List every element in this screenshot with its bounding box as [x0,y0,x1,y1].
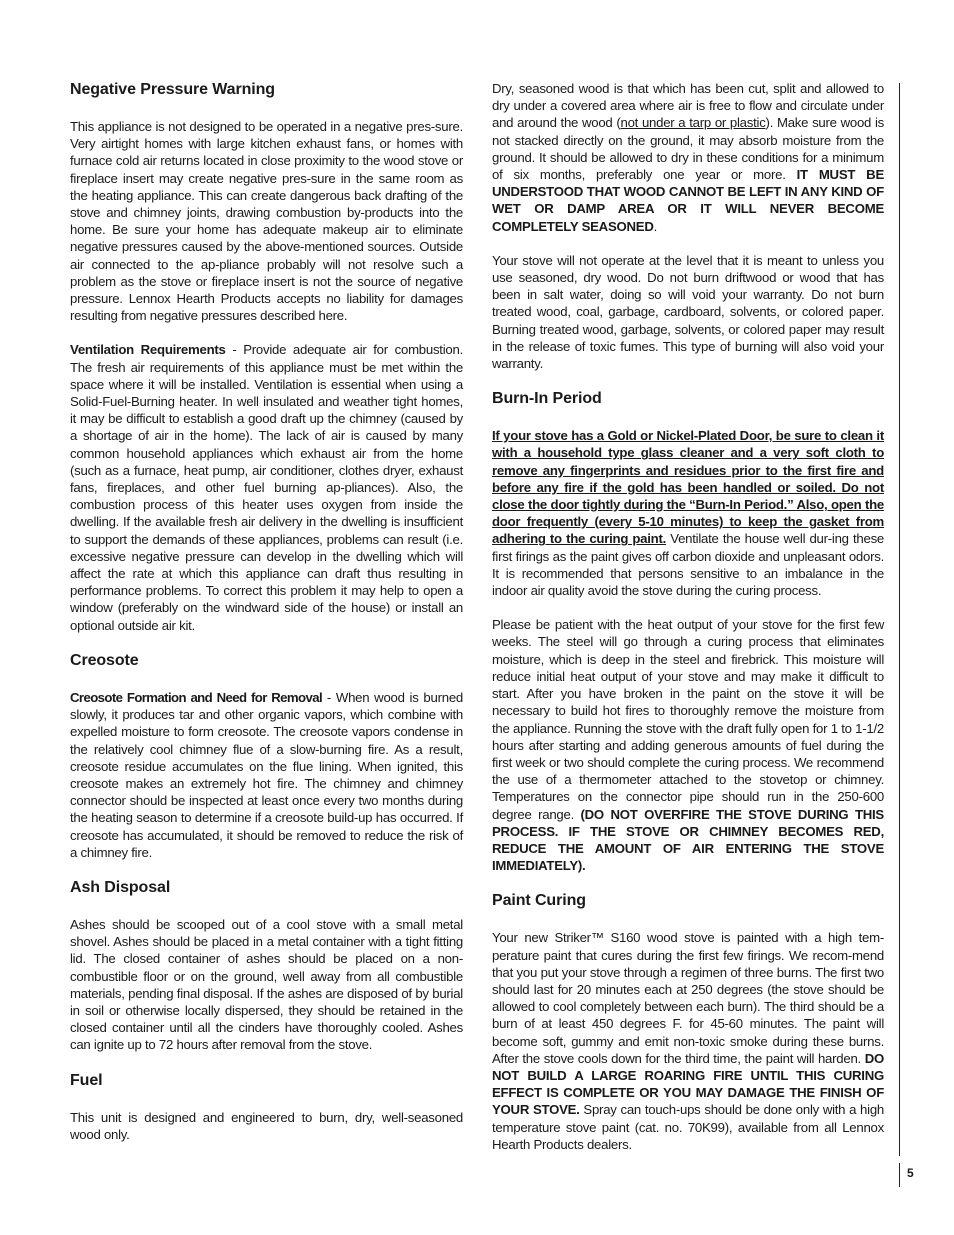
fuel-paragraph: This unit is designed and engineered to burn, dry, well-seasoned wood only. [70,1109,463,1142]
page-number: 5 [907,1166,914,1180]
creosote-lead: Creosote Formation and Need for Removal [70,689,323,705]
section-heading-ash-disposal: Ash Disposal [70,878,171,896]
heat-output-paragraph [492,616,884,874]
section-heading-negative-pressure: Negative Pressure Warning [70,81,275,98]
ventilation-paragraph [70,341,463,633]
ash-disposal-paragraph: Ashes should be scooped out of a cool stove with a small metal shovel. Ashes should be placed in a metal container with a tight fitting lid. The closed container of ashes should be placed on a non-combustible floor or on the ground, well away from all combustible materials, pending final disposal. If the ashes are disposed of by burial in soil or otherwise locally dispersed, they should be retained in the closed container until all the cinders have thoroughly cooled. Ashes can ignite up to 72 hours after removal from the stove. [70,916,463,1053]
paint-curing-text-a: Your new Striker™ S160 wood stove is painted with a high tem-perature paint that cures during the first few firings. We recom-mend that you put your stove through a regimen of three burns. The first two should last for 20 minutes each at 250 degrees (the stove should be allowed to cool completely between each burn). The third should be a burn of at least 450 degrees F. for 45-60 minutes. The paint will become soft, gummy and emit non-toxic smoke during these burns. After the stove cools down for the third time, the paint will harden. [492,930,884,1066]
seasoned-wood-paragraph: Your stove will not operate at the level that it is meant to unless you use seasoned, dry wood. Do not burn driftwood or wood that has been in salt water, doing so will void your warranty. Do not burn treated wood, coal, garbage, cardboard, solvents, or colored paper. Burning treated wood, garbage, solvents, or colored paper may result in the release of toxic fumes. This type of burning will also void your warranty. [492,252,884,372]
heat-output-text: Please be patient with the heat output of your stove for the first few weeks. The steel will go through a curing process that eliminates moisture, which is deep in the steel and firebrick. This moisture will reduce initial heat output of your stove and may make it difficult to start. After you have broken in the paint on the stove it will be necessary to build hot fires to thoroughly remove the moisture from the appliance. Running the stove with the draft fully open for 1 to 1-1/2 hours after starting and adding generous amounts of fuel during the first week or two should complete the curing process. We recommend the use of a thermometer attached to the stovetop or chimney. Temperatures on the connector pipe should run in the 250-600 degree range. [492,617,884,822]
dry-wood-end: . [653,218,658,234]
dry-wood-text-a: Dry, seasoned wood is that which has been cut, split and allowed to dry under a covered area where air is free to flow and circulate under and around the wood ( [492,81,884,131]
left-column [70,80,463,1160]
burn-in-paragraph [492,427,884,599]
negative-pressure-paragraph: This appliance is not designed to be operated in a negative pres-sure. Very airtight homes with large kitchen exhaust fans, or homes with furnace cold air returns located in close proximity to the wood stove or fireplace insert may create negative pres-sure in the same room as the heating appliance. This can create dangerous back drafting of the stove and chimney joints, drawing combustion by-products into the home. Be sure your home has adequate makeup air to eliminate negative pressures caused by the above-mentioned sources. Outside air connected to the ap-pliance probably will not resolve such a problem as the stove or fireplace insert is not the source of negative pressure. Lennox Hearth Products accepts no liability for damages resulting from negative pressures described here. [70,119,463,324]
right-column [492,80,884,1170]
paint-curing-paragraph [492,929,884,1153]
burn-in-warning: If your stove has a Gold or Nickel-Plated Door, be sure to clean it with a household type glass cleaner and a very soft cloth to remove any fingerprints and residues prior to the first fire and before any fire if the gold has been handled or soiled. Do not close the door tightly during the “Burn-In Period.” Also, open the door frequently (every 5-10 minutes) to keep the gasket from adhering to the curing paint. [492,428,884,547]
section-heading-paint-curing: Paint Curing [492,892,586,910]
dry-wood-warning: IT MUST BE UNDERSTOOD THAT WOOD CANNOT BE LEFT IN ANY KIND OF WET OR DAMP AREA OR IT WILL NEVER BECOME COMPLETELY SEASONED [492,167,884,234]
ventilation-lead: Ventilation Requirements [70,342,226,358]
section-heading-fuel: Fuel [70,1071,103,1089]
dry-wood-text-b: ). Make sure wood is not stacked directly on the ground, it may absorb moisture from the ground. It should be allowed to dry in these conditions for a minimum of six months, preferably one year or more. [492,115,884,183]
creosote-paragraph [70,689,463,861]
dry-wood-paragraph [492,80,884,235]
burn-in-text: Ventilate the house well dur-ing these first firings as the paint gives off carbon dioxide and unpleasant odors. It is recommended that persons sensitive to an imbalance in the indoor air quality avoid the stove during the curing process. [492,531,885,599]
paint-curing-text-b: Spray can touch-ups should be done only with a high temperature stove paint (cat. no. 70K99), available from all Lennox Hearth Products dealers. [492,1102,884,1152]
margin-rule-bottom [899,1163,900,1187]
margin-rule-top [899,83,900,1156]
overfire-warning: (DO NOT OVERFIRE THE STOVE DURING THIS PROCESS. IF THE STOVE OR CHIMNEY BECOMES RED, REDUCE THE AMOUNT OF AIR ENTERING THE STOVE IMMEDIATELY). [492,806,884,874]
dry-wood-underlined: not under a tarp or plastic [620,115,766,131]
creosote-text: - When wood is burned slowly, it produces tar and other organic vapors, which combine with expelled moisture to form creosote. The creosote vapors condense in the relatively cool chimney flue of a slow-burning fire. As a result, creosote residue accumulates on the flue lining. When ignited, this creosote makes an extremely hot fire. The chimney and chimney connector should be inspected at least once every two months during the heating season to determine if a creosote build-up has occurred. If creosote has accumulated, it should be removed to reduce the risk of a chimney fire. [70,689,464,860]
section-heading-creosote: Creosote [70,651,139,669]
section-heading-burn-in: Burn-In Period [492,390,602,408]
paint-curing-warning: DO NOT BUILD A LARGE ROARING FIRE UNTIL THIS CURING EFFECT IS COMPLETE OR YOU MAY DAMAGE THE FINISH OF YOUR STOVE. [492,1050,884,1118]
ventilation-text: - Provide adequate air for combustion. The fresh air requirements of this appliance must be met within the space where it will be installed. Ventilation is essential when using a Solid-Fuel-Burning heater. In well insulated and weather tight homes, it may be difficult to establish a good draft up the chimney (caused by a shortage of air in the home). The lack of air is caused by many common household appliances which exhaust air from the home (such as a furnace, heat pump, air conditioner, clothes dryer, exhaust fans, fireplaces, and other fuel burning ap-pliances). Also, the combustion process of this heater uses oxygen from inside the dwelling. If the available fresh air delivery in the dwelling is insufficient to support the demands of these appliances, problems can result (i.e. excessive negative pressure can develop in the dwelling which will affect the rate at which this appliance can draft thus resulting in performance problems. To correct this problem it may help to open a window (preferably on the windward side of the house) or install an optional outside air kit. [70,342,463,633]
